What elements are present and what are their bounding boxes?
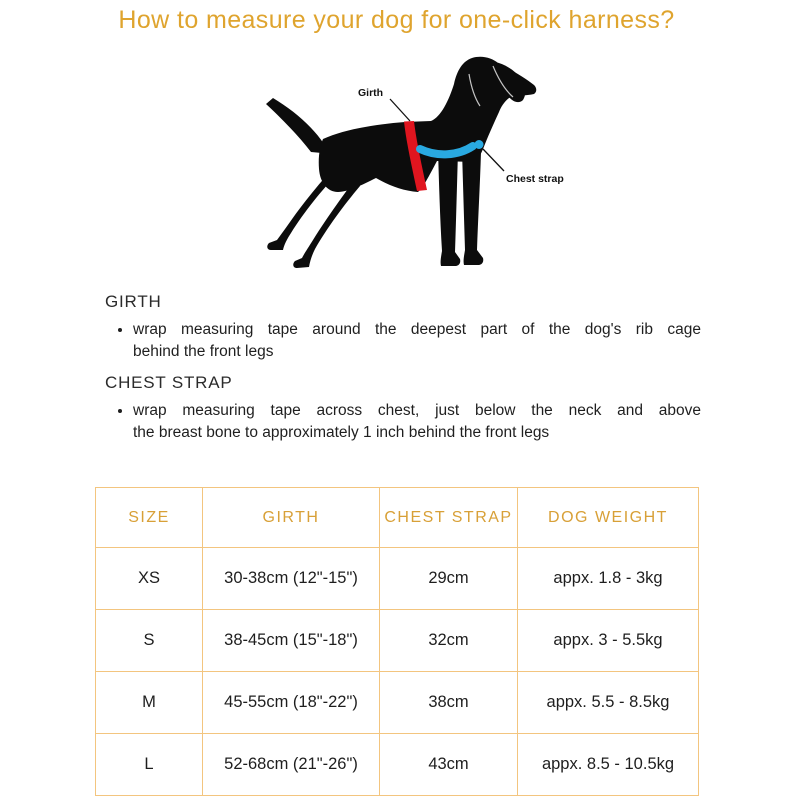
dog-weight-cell: appx. 8.5 - 10.5kg [518, 734, 699, 796]
size-cell: L [96, 734, 203, 796]
table-row-xs [96, 548, 699, 610]
chest-strap-instructions-list [105, 400, 701, 444]
dog-weight-cell: appx. 5.5 - 8.5kg [518, 672, 699, 734]
column-header-dog-weight: DOG WEIGHT [518, 488, 699, 548]
dog-tail [266, 98, 324, 153]
table-row-s [96, 610, 699, 672]
chest-strap-section-heading: CHEST STRAP [105, 373, 233, 392]
page-title: How to measure your dog for one-click harness? [118, 6, 675, 34]
dog-hind-leg-near [293, 175, 360, 268]
chest-strap-cell: 38cm [380, 672, 518, 734]
dog-front-leg-near [462, 150, 483, 265]
chest-strap-callout-line [483, 149, 504, 171]
girth-section-heading: GIRTH [105, 292, 162, 311]
size-cell: M [96, 672, 203, 734]
table-row-m [96, 672, 699, 734]
instruction-line: • wrap measuring tape across chest, just below the neck and above [133, 402, 701, 419]
girth-callout-line [390, 99, 410, 121]
girth-diagram-label: Girth [358, 87, 384, 99]
column-header-size: SIZE [96, 488, 203, 548]
column-header-girth: GIRTH [203, 488, 380, 548]
instruction-line: • wrap measuring tape around the deepest part of the dog's rib cage [133, 321, 701, 338]
size-chart-table [95, 487, 699, 796]
column-header-chest-strap: CHEST STRAP [380, 488, 518, 548]
table-row-l [96, 734, 699, 796]
girth-cell: 45-55cm (18"-22") [203, 672, 380, 734]
girth-instructions-list [105, 319, 701, 363]
girth-cell: 30-38cm (12"-15") [203, 548, 380, 610]
chest-strap-instruction-item [133, 400, 701, 444]
girth-cell: 38-45cm (15"-18") [203, 610, 380, 672]
size-chart-header-row [96, 488, 699, 548]
chest-strap-buckle [475, 140, 484, 149]
instructions [105, 292, 701, 454]
instruction-line: the breast bone to approximately 1 inch behind the front legs [133, 424, 550, 441]
chest-strap-cell: 29cm [380, 548, 518, 610]
dog-weight-cell: appx. 1.8 - 3kg [518, 548, 699, 610]
harness-measurement-diagram [240, 50, 570, 290]
chest-strap-cell: 32cm [380, 610, 518, 672]
size-cell: XS [96, 548, 203, 610]
size-cell: S [96, 610, 203, 672]
instruction-line: behind the front legs [133, 343, 274, 360]
dog-weight-cell: appx. 3 - 5.5kg [518, 610, 699, 672]
dog-hind-leg-far [267, 160, 340, 250]
dog-front-leg-far [438, 149, 460, 266]
chest-strap-cell: 43cm [380, 734, 518, 796]
girth-instruction-item [133, 319, 701, 363]
girth-cell: 52-68cm (21"-26") [203, 734, 380, 796]
chest-strap-diagram-label: Chest strap [506, 173, 564, 185]
